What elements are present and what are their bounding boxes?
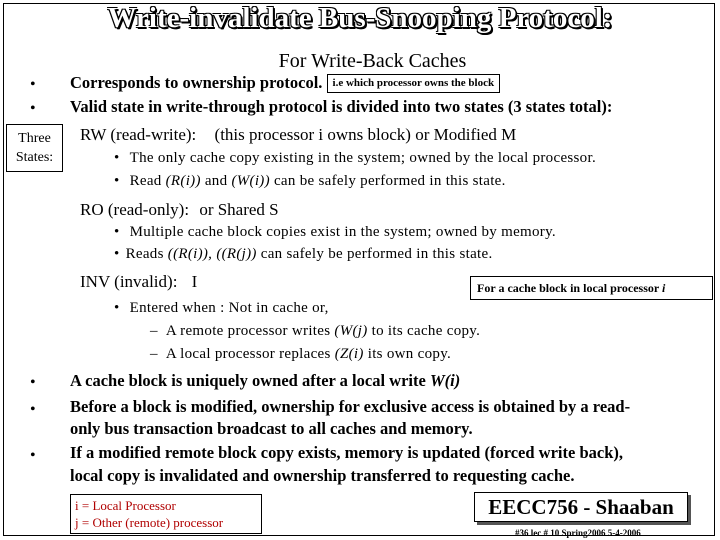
three-states-label <box>6 124 63 172</box>
rw-point-1-text: The only cache copy existing in the system; owned by the local processor. <box>129 150 596 166</box>
bullet-marker: • <box>30 100 36 117</box>
bullet-marker: • <box>114 246 120 262</box>
slide-title: Write-invalidate Bus-Snooping Protocol: <box>107 2 613 34</box>
bullet-marker: • <box>30 447 36 464</box>
ro-point-2-text-a: Reads <box>125 246 168 262</box>
inv-dash-2-em: (Z(i) <box>334 346 364 362</box>
ro-point-1-text: Multiple cache block copies exist in the system; owned by memory. <box>129 224 556 240</box>
rw-point-2 <box>114 173 506 190</box>
local-processor-note <box>470 276 713 300</box>
ro-point-2 <box>114 246 493 263</box>
rw-point-2-text-c: can be safely performed in this state. <box>269 173 506 189</box>
course-badge: EECC756 - Shaaban <box>474 492 688 522</box>
inv-dash-2 <box>150 346 451 363</box>
local-processor-note-em: i <box>662 281 666 295</box>
rw-state-desc: (this processor i owns block) or Modified M <box>214 125 517 144</box>
ro-point-2-text-c: can safely be performed in this state. <box>256 246 493 262</box>
rw-point-2-text-b: and <box>200 173 232 189</box>
slide-footer: #36 lec # 10 Spring2006 5-4-2006 <box>515 528 641 538</box>
ro-state-desc: or Shared S <box>199 200 279 219</box>
inv-dash-1-em: (W(j) <box>334 323 368 339</box>
rw-point-1 <box>114 150 596 167</box>
ownership-bullet <box>70 73 500 93</box>
legend-remote: j = Other (remote) processor <box>75 515 224 530</box>
unique-owner-text: A cache block is uniquely owned after a local write <box>70 371 430 390</box>
inv-state-desc: I <box>191 272 198 291</box>
bullet-marker: • <box>114 150 120 166</box>
dash-marker: – <box>150 346 158 362</box>
dash-marker: – <box>150 323 158 339</box>
bullet-marker: • <box>114 224 120 240</box>
ro-state <box>80 200 279 220</box>
inv-point <box>114 300 329 317</box>
ro-point-1 <box>114 224 556 241</box>
processor-legend <box>70 494 262 534</box>
inv-point-text: Entered when : Not in cache or, <box>129 300 329 316</box>
ownership-note: i.e which processor owns the block <box>327 74 501 93</box>
ro-state-name: RO (read-only): <box>80 200 190 219</box>
local-processor-note-text: For a cache block in local processor <box>477 281 662 295</box>
unique-owner-bullet <box>70 371 460 391</box>
three-states-line1: Three <box>18 131 51 146</box>
write-back-line2: local copy is invalidated and ownership transferred to requesting cache. <box>70 466 575 485</box>
bullet-marker: • <box>30 401 36 418</box>
bullet-marker: • <box>30 374 36 391</box>
unique-owner-em: W(i) <box>429 371 461 390</box>
inv-dash-1-text-b: to its cache copy. <box>367 323 481 339</box>
rw-point-2-em2: (W(i)) <box>231 173 270 189</box>
write-back-line1: If a modified remote block copy exists, memory is updated (forced write back), <box>70 443 623 462</box>
bullet-marker: • <box>114 300 120 316</box>
bullet-marker: • <box>30 76 36 93</box>
inv-dash-2-text-a: A local processor replaces <box>165 346 335 362</box>
ro-point-2-em2: ((R(j)) <box>216 246 257 262</box>
valid-state-bullet: Valid state in write-through protocol is divided into two states (3 states total): <box>70 97 613 116</box>
inv-state-name: INV (invalid): <box>80 272 178 291</box>
inv-dash-2-text-b: its own copy. <box>363 346 452 362</box>
ownership-exclusive-line2: only bus transaction broadcast to all caches and memory. <box>70 419 473 438</box>
rw-point-2-text-a: Read <box>129 173 166 189</box>
inv-dash-1 <box>150 323 480 340</box>
ownership-text: Corresponds to ownership protocol. <box>70 73 323 92</box>
ownership-exclusive-line1: Before a block is modified, ownership for exclusive access is obtained by a read- <box>70 397 631 416</box>
legend-local: i = Local Processor <box>75 498 176 513</box>
slide-subtitle: For Write-Back Caches <box>278 50 467 72</box>
ro-point-2-em1: ((R(i)), <box>167 246 213 262</box>
rw-point-2-em1: (R(i)) <box>165 173 201 189</box>
inv-state <box>80 272 197 292</box>
inv-dash-1-text-a: A remote processor writes <box>165 323 335 339</box>
bullet-marker: • <box>114 173 120 189</box>
rw-state-name: RW (read-write): <box>80 125 197 144</box>
three-states-line2: States: <box>15 150 54 165</box>
rw-state <box>80 125 516 145</box>
